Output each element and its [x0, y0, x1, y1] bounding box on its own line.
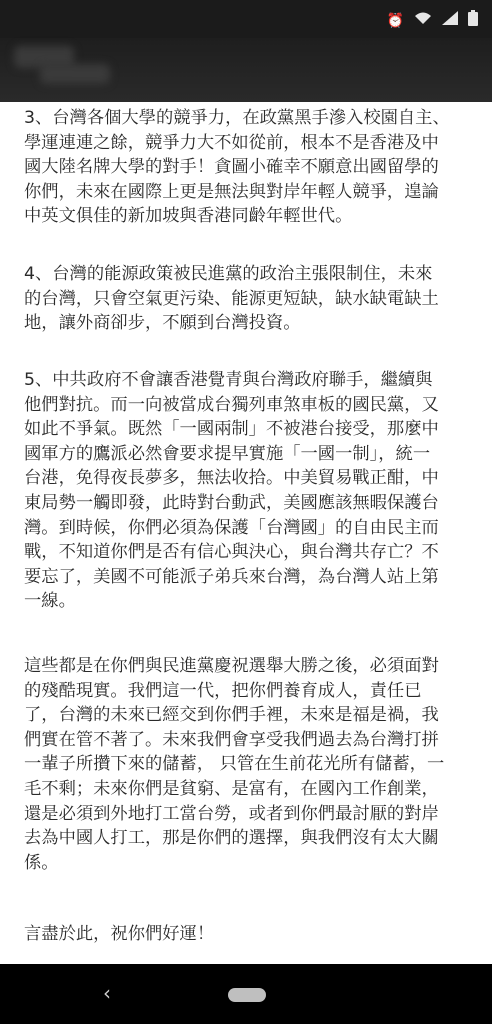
status-icons: [387, 10, 478, 31]
status-bar: [0, 0, 492, 38]
home-pill-icon[interactable]: [228, 988, 266, 1002]
paragraph-5: 5、中共政府不會讓香港覺青與台灣政府聯手，繼續與 他們對抗。而一向被當成台獨列車煞車板的國民黨，又 如此不爭氣。既然「一國兩制」不被港台接受，那麼中 國軍方的鷹派必然會要求提早實施「一國一制」，統一 台港，免得夜長夢多，無法收拾。中美貿易戰正酣，中 東局勢一觸即發，此時對台動武，美國應該無暇保護台 灣。到時候，你們必須為保護「台灣國」的自由民主而 戰，不知道你們是否有信心與決心，與台灣共存亡？不 要忘了，美國不可能派子弟兵來台灣，為台灣人站上第 一線。: [24, 370, 439, 612]
blurred-header: [0, 38, 492, 102]
paragraph-closing: 言盡於此，祝你們好運！: [24, 924, 215, 944]
back-icon[interactable]: ‹: [103, 981, 111, 1005]
paragraph-consequences: 這些都是在你們與民進黨慶祝選舉大勝之後，必須面對 的殘酷現實。我們這一代，把你們養育成人，責任已 了，台灣的未來已經交到你們手裡，未來是福是禍，我 們實在管不著了。未來我們會享受我們過去為台灣打拼 一輩子所攢下來的儲蓄， 只管在生前花光所有儲蓄，一 毛不剩；未來你們是貧窮、是富有，在國內工作創業， 還是必須到外地打工當台勞，或者到你們最討厭的對岸 去為中國人打工，那是你們的選擇，與我們沒有太大關 係。: [24, 656, 445, 873]
paragraph-3: 3、台灣各個大學的競爭力，在政黨黑手滲入校園自主、 學運連連之餘，競爭力大不如從前，根本不是香港及中 國大陸名牌大學的對手！貪圖小確幸不願意出國留學的 你們，未來在國際上更是無法與對岸年輕人競爭，遑論 中英文俱佳的新加坡與香港同齡年輕世代。: [24, 108, 450, 227]
battery-icon: [468, 10, 478, 31]
article-content: [0, 102, 492, 964]
wifi-icon: [414, 11, 432, 30]
navigation-bar: [0, 964, 492, 1024]
blurred-title: [40, 64, 110, 84]
alarm-icon: ⏰: [386, 12, 404, 29]
paragraph-4: 4、台灣的能源政策被民進黨的政治主張限制住，未來 的台灣，只會空氣更污染、能源更短缺，缺水缺電缺土 地，讓外商卻步，不願到台灣投資。: [24, 264, 439, 334]
signal-icon: [442, 11, 458, 30]
